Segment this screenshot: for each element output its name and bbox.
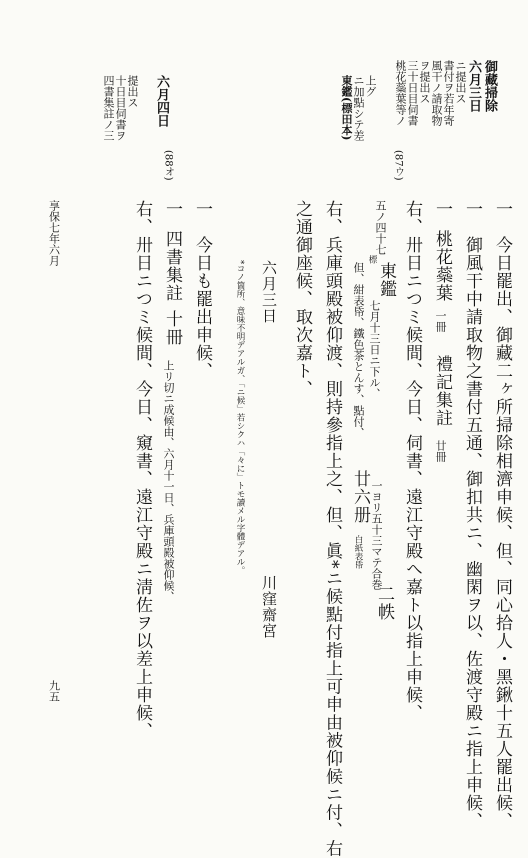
annotation-volume-range: 一ヨリ五十三マテ合巻	[370, 480, 383, 590]
running-header-era: 享保七年六月	[47, 200, 61, 266]
entry-book-list-bullet: 一	[162, 200, 182, 218]
book-volume-count: 廿六册	[350, 470, 370, 524]
margin-note-line: 上グ	[364, 75, 377, 97]
entry-order-received: 右、兵庫頭殿被仰渡、則持參指上之、但、眞*ニ候點付指上可申由被仰候ニ付、右	[322, 200, 342, 858]
entry-storehouse-cleaning: 一 今日罷出、御藏二ヶ所掃除相濟申候、但、同心拾人・黑鍬十五人罷出候、	[492, 200, 512, 830]
margin-note-line: 東鑑(標田本)	[340, 75, 353, 141]
entry-book-list-bullet: 一	[432, 200, 452, 218]
book-title-toka-zuiyo: 桃花蘂葉	[432, 230, 452, 302]
page-marker-87u: (87ウ)	[392, 150, 404, 181]
book-title-azuma-kagami: 東鑑	[376, 262, 396, 298]
annotation-returned: 上リ切ニ成候由、六月十一日、兵庫頭殿被仰候、	[162, 360, 175, 602]
entry-inquiry-sent-2: 右、卅日ニつミ候間、今日、窺書、遠江守殿ニ淸佐ヲ以差上申候、	[132, 200, 152, 740]
annotation-cover: 白紙表帋	[353, 535, 363, 569]
book-count: 廿冊	[434, 440, 447, 462]
footnote: *コノ箇所、意味不明デアルガ、「ニ候」若シクハ「々に」トモ讀メル字體デアル。	[235, 260, 245, 575]
margin-note-line: ニ提出ス	[454, 60, 467, 104]
margin-note-line: 四書集註ノ三	[102, 75, 115, 141]
entry-intermediary: 之通御座候、取次嘉ト、	[292, 200, 312, 398]
annotation-returned-date: 七月十三日ニ下ル、	[368, 300, 381, 399]
page-marker-88o: (88オ)	[162, 150, 174, 181]
margin-note-line: 十日目伺書ヲ	[114, 75, 127, 141]
entry-attended-today: 一 今日も罷出申候、	[192, 200, 212, 380]
margin-note-line: ヲ提出ス	[418, 60, 431, 104]
margin-note-line: ニ加點シテ差	[352, 75, 365, 141]
page-number: 九五	[47, 680, 61, 702]
margin-note-line: 書付ヲ若年寄	[442, 60, 455, 126]
margin-note-line: 提出ス	[126, 75, 139, 108]
signature-author: 川窪齋宮	[260, 575, 278, 639]
entry-inquiry-sent: 右、卅日ニつミ候間、今日、伺書、遠江守殿へ嘉ト以指上申候、	[402, 200, 422, 722]
margin-note-line: 風干ノ請取物	[430, 60, 443, 126]
catalog-number: 五ノ四十七	[374, 200, 387, 255]
margin-note-line: 桃花蘂葉等ノ	[394, 60, 407, 126]
margin-note-storehouse-cleaning: 御藏掃除	[482, 60, 497, 112]
book-title-shisho-shuchu: 四書集註	[162, 230, 182, 302]
annotation: 標	[367, 255, 377, 264]
margin-date-june-4: 六月四日	[154, 75, 169, 127]
book-count: 一冊	[434, 310, 447, 332]
margin-note-line: 三十日目伺書	[406, 60, 419, 126]
book-title-raiki-shuchu: 禮記集註	[432, 355, 452, 427]
entry-airing-documents: 一 御風干中請取物之書付五通、御扣共ニ、幽閑ヲ以、佐渡守殿ニ指上申候、	[462, 200, 482, 830]
annotation-binding: 但、紺表帋、鐵色茶とんす、點付、	[352, 262, 365, 438]
book-count: 十冊	[162, 310, 182, 346]
margin-date-june-3: 六月三日	[466, 60, 481, 112]
book-case-count: 二帙	[374, 585, 394, 621]
signature-date: 六月三日	[260, 260, 278, 324]
